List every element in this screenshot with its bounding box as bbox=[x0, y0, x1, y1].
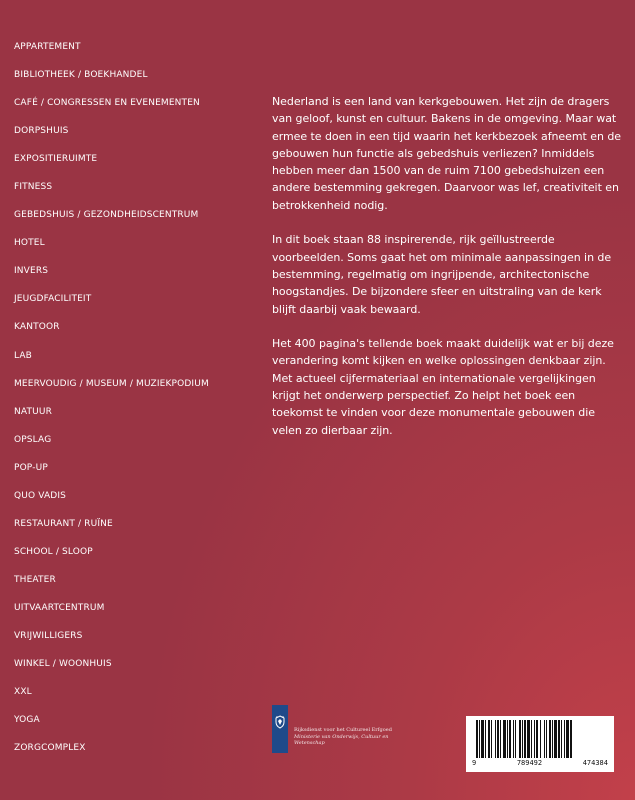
barcode-bar bbox=[566, 720, 569, 758]
index-item: LAB bbox=[14, 350, 33, 361]
index-item: GEBEDSHUIS / GEZONDHEIDSCENTRUM bbox=[14, 210, 199, 221]
barcode-bar bbox=[534, 720, 535, 758]
logo-bar bbox=[272, 705, 288, 753]
index-item: JEUGDFACILITEIT bbox=[14, 294, 92, 305]
barcode-bar bbox=[495, 720, 496, 758]
index-item: CAFÉ / CONGRESSEN EN EVENEMENTEN bbox=[14, 98, 200, 109]
index-item: DORPSHUIS bbox=[14, 126, 69, 137]
index-item: VRIJWILLIGERS bbox=[14, 630, 83, 641]
index-item: ZORGCOMPLEX bbox=[14, 743, 86, 754]
barcode-bar bbox=[570, 720, 572, 758]
barcode-bar bbox=[491, 720, 492, 758]
barcode-bar bbox=[488, 720, 490, 758]
index-item: HOTEL bbox=[14, 238, 45, 249]
barcode-bar bbox=[515, 720, 516, 758]
index-item: QUO VADIS bbox=[14, 490, 67, 501]
barcode-bar bbox=[509, 720, 511, 758]
barcode-bar bbox=[479, 720, 480, 758]
isbn-barcode bbox=[466, 716, 614, 772]
index-item: NATUUR bbox=[14, 406, 53, 417]
barcode-bar bbox=[564, 720, 565, 758]
index-item: XXL bbox=[14, 687, 32, 698]
index-item: UITVAARTCENTRUM bbox=[14, 602, 105, 613]
barcode-bar bbox=[552, 720, 553, 758]
index-item: EXPOSITIERUIMTE bbox=[14, 154, 98, 165]
barcode-bar bbox=[561, 720, 562, 758]
blurb-paragraph-3: Het 400 pagina's tellende boek maakt duidelijk wat er bij deze verandering komt kijken en welke oplossingen denkbaar zijn. Met actueel cijfermateriaal en internationale vergelijkingen krijgt het onderwerp perspectief. Zo helpt het boek een toekomst te vinden voor deze monumentale gebouwen die velen zo dierbaar zijn. bbox=[272, 337, 614, 437]
barcode-bar bbox=[527, 720, 530, 758]
barcode-bar bbox=[485, 720, 486, 758]
isbn-lead-digit: 9 bbox=[472, 759, 477, 767]
index-item: BIBLIOTHEEK / BOEKHANDEL bbox=[14, 70, 148, 81]
index-item: KANTOOR bbox=[14, 322, 60, 333]
barcode-bar bbox=[546, 720, 547, 758]
index-item: OPSLAG bbox=[14, 434, 52, 445]
dutch-coat-of-arms-icon bbox=[274, 715, 286, 729]
index-item: MEERVOUDIG / MUSEUM / MUZIEKPODIUM bbox=[14, 378, 209, 389]
barcode-bars bbox=[472, 720, 608, 758]
blurb-text bbox=[272, 93, 627, 456]
blurb-paragraph-2: In dit boek staan 88 inspirerende, rijk geïllustreerde voorbeelden. Soms gaat het om minimale aanpassingen in de bestemming, regelmatig om ingrijpende, architectonische hoogstandjes. De bijzondere sfeer en uitstraling van de kerk blijft daarbij vaak bewaard. bbox=[272, 233, 612, 316]
index-item: YOGA bbox=[14, 715, 40, 726]
barcode-bar bbox=[481, 720, 484, 758]
barcode-bar bbox=[519, 720, 521, 758]
barcode-bar bbox=[500, 720, 501, 758]
barcode-bar bbox=[522, 720, 523, 758]
blurb-paragraph-1: Nederland is een land van kerkgebouwen. Het zijn de dragers van geloof, kunst en cultuur. Bakens in de omgeving. Maar wat ermee te doen in een tijd waarin het kerkbezoek afneemt en de gebouwen hun functie als gebedshuis verliezen? Inmiddels hebben meer dan 1500 van de ruim 7100 gebedshuizen een andere bestemming gekregen. Daarvoor was lef, creativiteit en betrokkenheid nodig. bbox=[272, 95, 621, 212]
barcode-bar bbox=[476, 720, 478, 758]
barcode-bar bbox=[554, 720, 557, 758]
barcode-bar bbox=[536, 720, 538, 758]
barcode-bar bbox=[531, 720, 532, 758]
index-item: POP-UP bbox=[14, 462, 48, 473]
index-item: FITNESS bbox=[14, 182, 53, 193]
index-item: APPARTEMENT bbox=[14, 42, 81, 52]
agency-name: Rijksdienst voor het Cultureel Erfgoed bbox=[294, 727, 392, 733]
barcode-bar bbox=[524, 720, 526, 758]
ministry-name-line-2: Wetenschap bbox=[294, 740, 325, 747]
index-item: SCHOOL / SLOOP bbox=[14, 546, 93, 557]
barcode-bar bbox=[558, 720, 560, 758]
barcode-bar bbox=[507, 720, 508, 758]
barcode-bar bbox=[513, 720, 514, 758]
isbn-digit-group-2: 474384 bbox=[582, 759, 608, 767]
index-item: THEATER bbox=[14, 574, 56, 585]
index-item: INVERS bbox=[14, 266, 49, 277]
barcode-bar bbox=[540, 720, 541, 758]
barcode-bar bbox=[503, 720, 506, 758]
barcode-bar bbox=[497, 720, 499, 758]
ministry-name-line-1: Ministerie van Onderwijs, Cultuur en bbox=[294, 733, 389, 740]
isbn-digit-group-1: 789492 bbox=[516, 759, 543, 767]
logo-text bbox=[294, 727, 392, 747]
index-item: WINKEL / WOONHUIS bbox=[14, 659, 112, 670]
barcode-bar bbox=[544, 720, 545, 758]
rijksoverheid-logo bbox=[272, 705, 392, 753]
index-item: RESTAURANT / RUÏNE bbox=[14, 518, 113, 529]
barcode-bar bbox=[549, 720, 551, 758]
isbn-digits bbox=[472, 759, 608, 767]
index-list bbox=[14, 40, 209, 769]
